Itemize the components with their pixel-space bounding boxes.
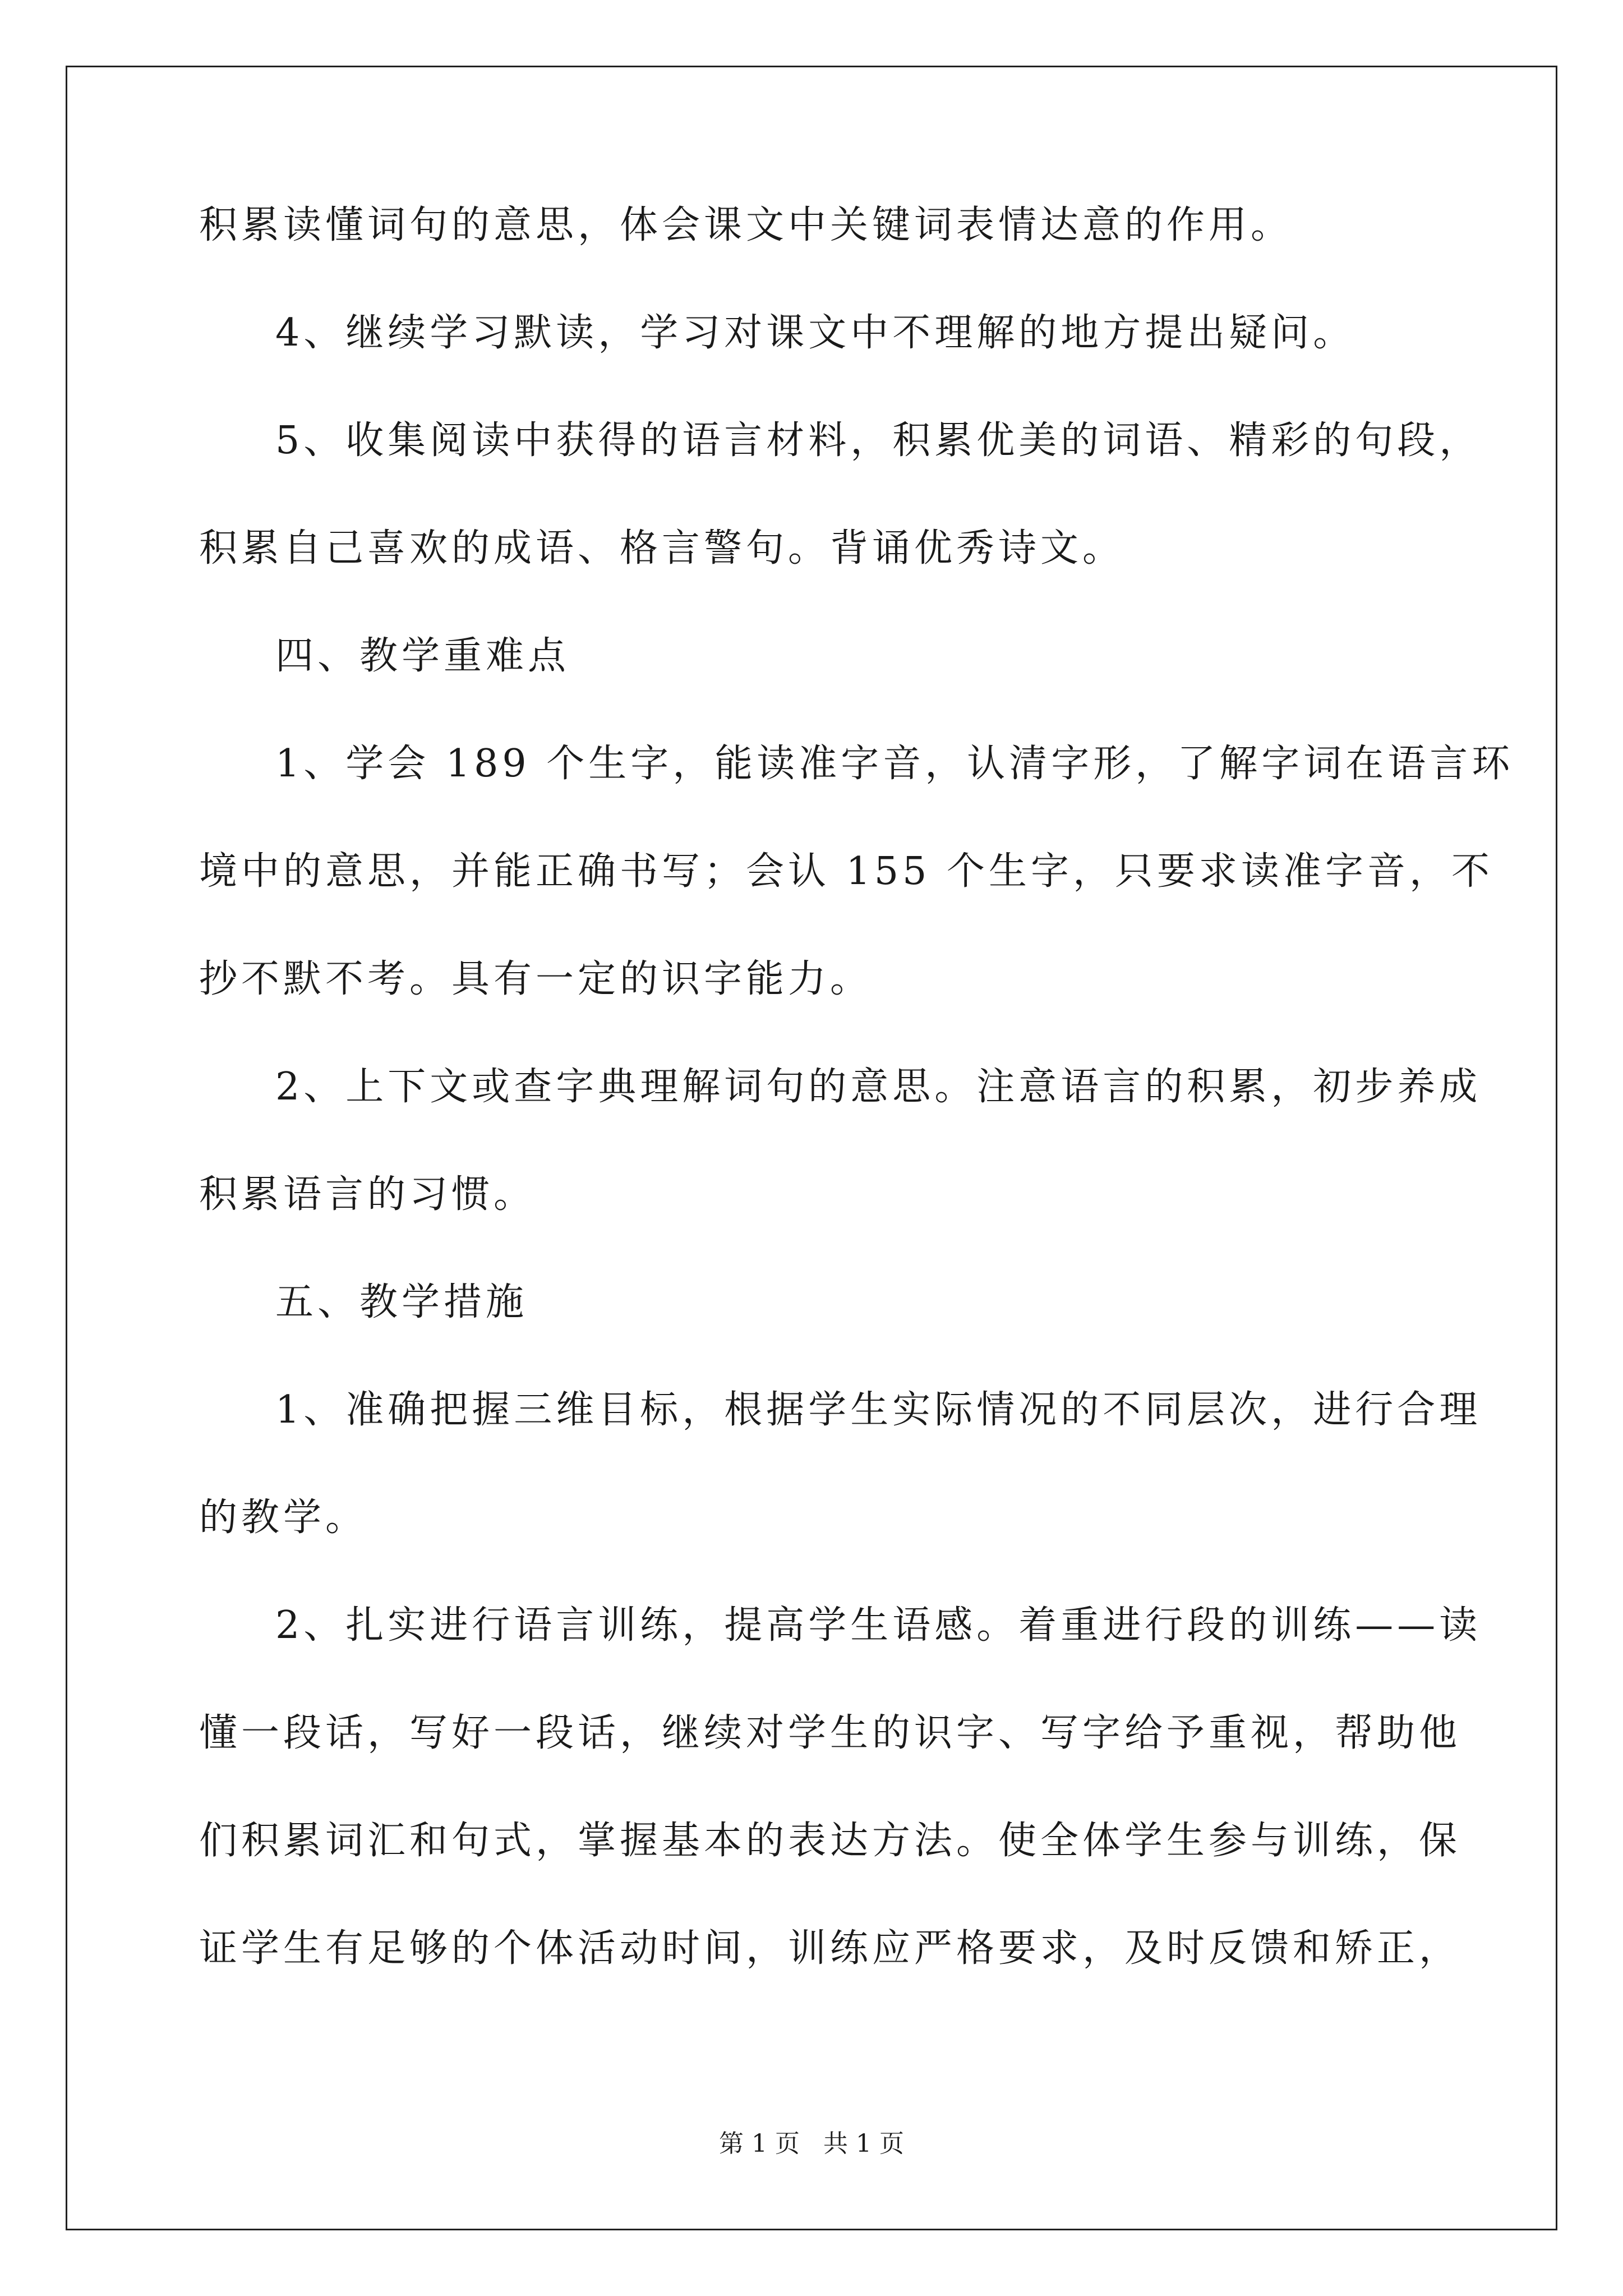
text-line: 积累读懂词句的意思，体会课文中关键词表情达意的作用。 [199,203,1293,247]
document-body [199,203,1514,2037]
page-footer: 第 1 页 共 1 页 [719,2129,904,2158]
text-line: 4、继续学习默读，学习对课文中不理解的地方提出疑问。 [275,311,1355,355]
text-line: 的教学。 [199,1496,368,1540]
text-line: 懂一段话，写好一段话，继续对学生的识字、写字给予重视，帮助他 [199,1711,1461,1755]
text-line: 2、上下文或查字典理解词句的意思。注意语言的积累，初步养成 [275,1065,1482,1109]
text-line: 积累语言的习惯。 [199,1172,536,1217]
text-line: 5、收集阅读中获得的语言材料，积累优美的词语、精彩的句段， [275,418,1482,463]
text-line: 抄不默不考。具有一定的识字能力。 [199,957,873,1001]
text-line: 1、学会 189 个生字，能读准字音，认清字形，了解字词在语言环 [275,742,1514,786]
section-heading: 五、教学措施 [275,1280,528,1324]
text-line: 积累自己喜欢的成语、格言警句。背诵优秀诗文。 [199,526,1125,570]
text-line: 2、扎实进行语言训练，提高学生语感。着重进行段的训练——读 [275,1603,1482,1648]
text-line: 1、准确把握三维目标，根据学生实际情况的不同层次，进行合理 [275,1388,1482,1432]
text-line: 证学生有足够的个体活动时间，训练应严格要求，及时反馈和矫正， [199,1926,1461,1971]
text-line: 境中的意思，并能正确书写；会认 155 个生字，只要求读准字音，不 [199,849,1494,894]
text-line: 们积累词汇和句式，掌握基本的表达方法。使全体学生参与训练，保 [199,1819,1461,1863]
section-heading: 四、教学重难点 [275,634,570,678]
